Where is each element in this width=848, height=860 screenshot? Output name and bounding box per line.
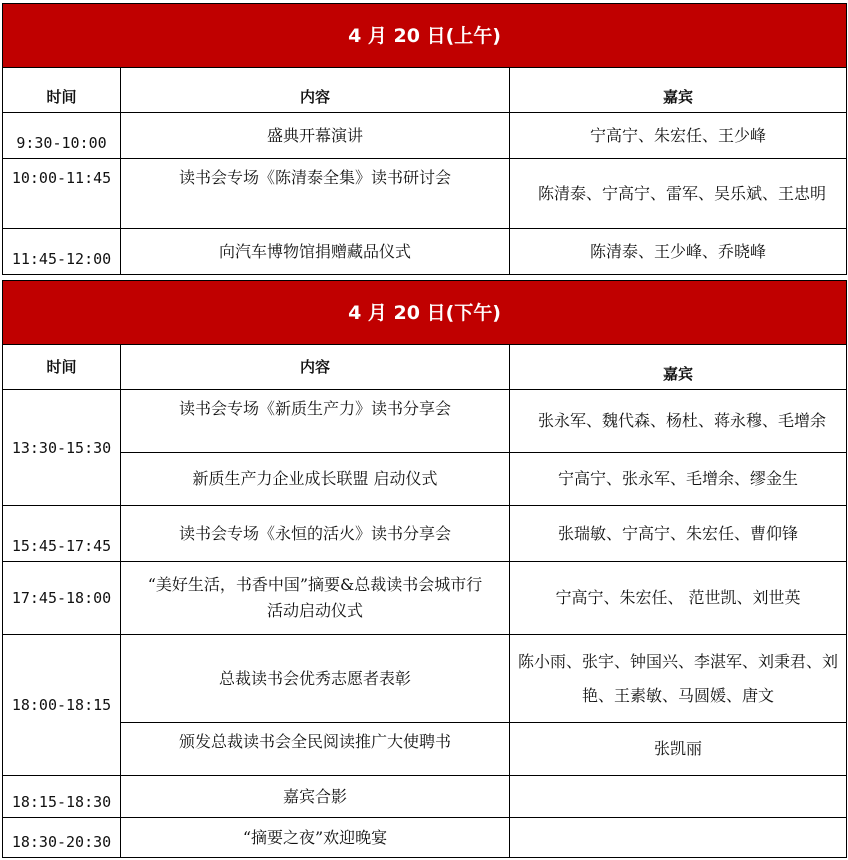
guests-cell: 陈清泰、宁高宁、雷军、吴乐斌、王忠明 (510, 159, 847, 229)
table-row (3, 723, 847, 776)
content-cell: 向汽车博物馆捐赠藏品仪式 (121, 229, 510, 275)
table-row (3, 635, 847, 723)
time-cell: 18:00-18:15 (3, 635, 121, 776)
time-cell: 9:30-10:00 (3, 113, 121, 159)
time-column-header: 时间 (3, 68, 121, 113)
guests-cell: 张瑞敏、宁高宁、朱宏任、曹仰锋 (510, 506, 847, 562)
time-cell: 18:30-20:30 (3, 818, 121, 858)
guests-cell: 陈小雨、张宇、钟国兴、李湛军、刘秉君、刘艳、王素敏、马圆媛、唐文 (510, 635, 847, 723)
content-column-header: 内容 (121, 68, 510, 113)
time-cell: 13:30-15:30 (3, 390, 121, 506)
content-cell: 嘉宾合影 (121, 776, 510, 818)
content-cell: “美好生活，书香中国”摘要&总裁读书会城市行活动启动仪式 (121, 562, 510, 635)
afternoon-schedule-table (2, 280, 847, 858)
guests-cell: 张凯丽 (510, 723, 847, 776)
time-cell: 17:45-18:00 (3, 562, 121, 635)
time-cell: 18:15-18:30 (3, 776, 121, 818)
afternoon-section-title: 4 月 20 日(下午) (3, 281, 847, 345)
table-row (3, 818, 847, 858)
table-row (3, 159, 847, 229)
table-row (3, 506, 847, 562)
content-cell: 读书会专场《新质生产力》读书分享会 (121, 390, 510, 453)
table-row (3, 229, 847, 275)
morning-schedule-table (2, 3, 847, 275)
guests-cell: 宁高宁、张永军、毛增余、缪金生 (510, 453, 847, 506)
time-cell: 10:00-11:45 (3, 159, 121, 229)
content-cell: 新质生产力企业成长联盟 启动仪式 (121, 453, 510, 506)
table-row (3, 776, 847, 818)
table-row (3, 562, 847, 635)
guests-cell: 宁高宁、朱宏任、王少峰 (510, 113, 847, 159)
content-cell: 读书会专场《永恒的活火》读书分享会 (121, 506, 510, 562)
guests-column-header: 嘉宾 (510, 345, 847, 390)
guests-cell (510, 818, 847, 858)
guests-cell: 宁高宁、朱宏任、 范世凯、刘世英 (510, 562, 847, 635)
time-column-header: 时间 (3, 345, 121, 390)
table-row (3, 453, 847, 506)
content-cell: 总裁读书会优秀志愿者表彰 (121, 635, 510, 723)
content-cell: 盛典开幕演讲 (121, 113, 510, 159)
guests-cell: 陈清泰、王少峰、乔晓峰 (510, 229, 847, 275)
time-cell: 15:45-17:45 (3, 506, 121, 562)
time-cell: 11:45-12:00 (3, 229, 121, 275)
guests-cell: 张永军、魏代森、杨杜、蒋永穆、毛增余 (510, 390, 847, 453)
content-cell: 颁发总裁读书会全民阅读推广大使聘书 (121, 723, 510, 776)
table-row (3, 390, 847, 453)
content-cell: “摘要之夜”欢迎晚宴 (121, 818, 510, 858)
content-column-header: 内容 (121, 345, 510, 390)
morning-section-title: 4 月 20 日(上午) (3, 4, 847, 68)
table-row (3, 113, 847, 159)
guests-cell (510, 776, 847, 818)
content-cell: 读书会专场《陈清泰全集》读书研讨会 (121, 159, 510, 229)
guests-column-header: 嘉宾 (510, 68, 847, 113)
